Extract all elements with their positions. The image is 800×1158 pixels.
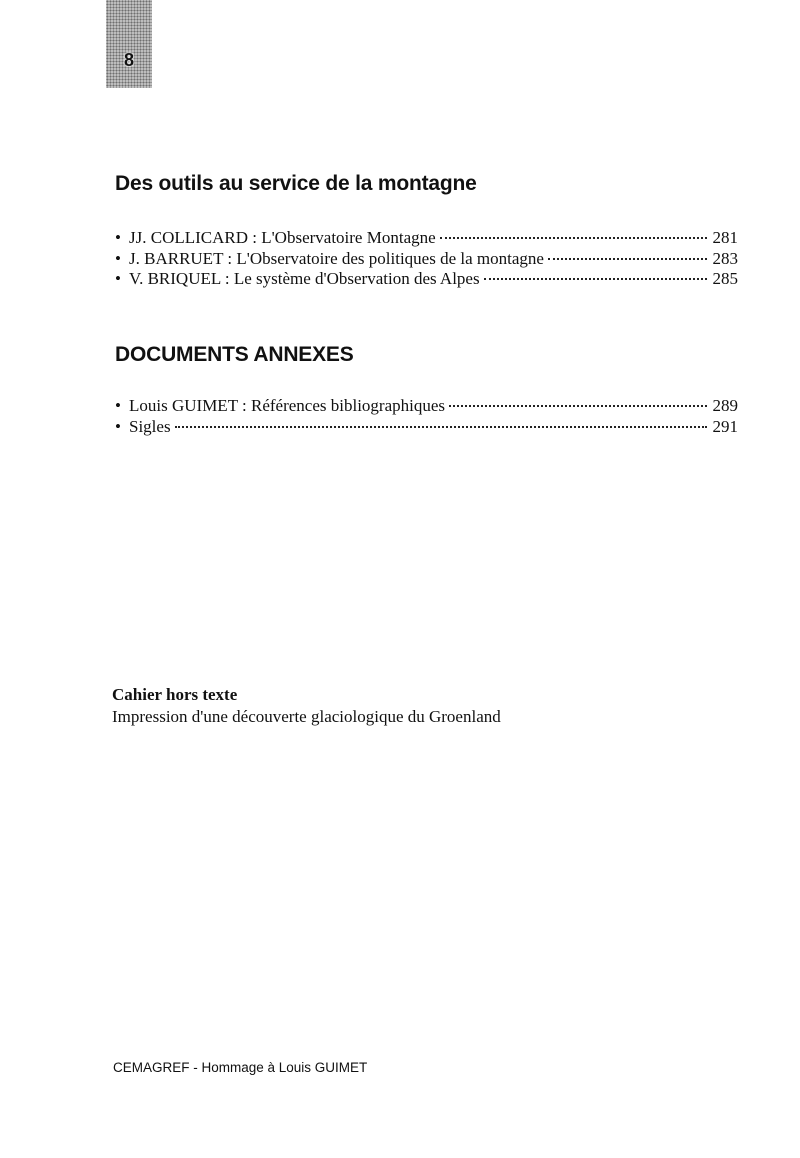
bullet: •: [115, 228, 121, 247]
dot-leader: [175, 426, 707, 428]
entry-page-number: 285: [712, 269, 738, 288]
bullet: •: [115, 269, 121, 288]
entry-page-number: 291: [712, 416, 738, 436]
entry-page-number: 289: [712, 396, 738, 415]
toc-entry[interactable]: [115, 269, 738, 290]
toc-entry[interactable]: [115, 417, 738, 438]
entry-title: V. BRIQUEL : Le système d'Observation des Alpes: [129, 269, 480, 288]
page-footer: CEMAGREF - Hommage à Louis GUIMET: [113, 1060, 368, 1075]
entry-page-number: 283: [712, 248, 738, 268]
entry-title: J. BARRUET : L'Observatoire des politiques de la montagne: [129, 248, 544, 268]
dot-leader: [484, 278, 707, 280]
toc-list-annexes: [115, 396, 738, 437]
page-number: 8: [123, 50, 134, 70]
dot-leader: [449, 405, 706, 407]
dot-leader: [548, 258, 707, 260]
entry-page-number: 281: [712, 228, 738, 247]
page-number-tab: [106, 0, 152, 88]
bullet: •: [115, 248, 121, 268]
dot-leader: [440, 237, 707, 239]
toc-entry[interactable]: [115, 249, 738, 270]
cahier-hors-texte: [112, 684, 501, 728]
cahier-description: Impression d'une découverte glaciologique du Groenland: [112, 707, 501, 726]
entry-title: JJ. COLLICARD : L'Observatoire Montagne: [129, 228, 436, 247]
entry-title: Louis GUIMET : Références bibliographiques: [129, 396, 446, 415]
toc-list-outils: [115, 228, 738, 290]
section-title-outils: Des outils au service de la montagne: [115, 172, 477, 195]
bullet: •: [115, 396, 121, 415]
section-title-annexes: DOCUMENTS ANNEXES: [115, 343, 354, 366]
toc-entry[interactable]: [115, 396, 738, 417]
cahier-title: Cahier hors texte: [112, 685, 238, 704]
bullet: •: [115, 416, 121, 436]
entry-title: Sigles: [129, 416, 171, 436]
toc-entry[interactable]: [115, 228, 738, 249]
